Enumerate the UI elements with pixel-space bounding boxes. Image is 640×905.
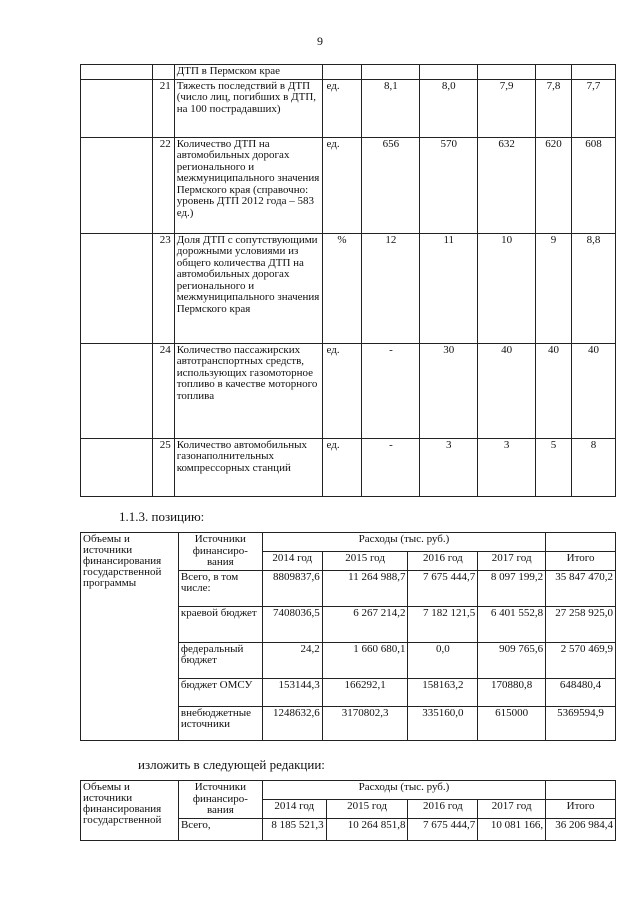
value: 1248632,6: [262, 706, 322, 740]
unit: ед.: [322, 438, 362, 496]
value: 153144,3: [262, 678, 322, 706]
value: 30: [420, 343, 478, 438]
sources-header: Источники финансиро-вания: [178, 781, 262, 819]
row-number: 25: [152, 438, 174, 496]
value: 40: [536, 343, 572, 438]
total-header: Итого: [546, 799, 616, 818]
table-row: [81, 438, 616, 496]
value: 7408036,5: [262, 606, 322, 642]
value: 10: [478, 233, 536, 343]
value: 10 081 166,: [478, 818, 546, 840]
financing-table-old: [80, 532, 616, 741]
indicator-name: Количество автомобильных газонаполнительных компрессорных станций: [174, 438, 322, 496]
value: 170880,8: [478, 678, 546, 706]
year-header: 2015 год: [326, 799, 408, 818]
table-row: [81, 233, 616, 343]
value: 8,8: [571, 233, 615, 343]
value: 6 267 214,2: [322, 606, 408, 642]
value: 7,7: [571, 79, 615, 137]
value: 615000: [478, 706, 546, 740]
source-label: федеральный бюджет: [178, 642, 262, 678]
value: 35 847 470,2: [546, 570, 616, 606]
section-label: Объемы и источники финансирования государственной: [81, 781, 179, 841]
indicator-name: Количество пассажирских автотранспортных средств, использующих газомоторное топливо в качестве моторного топлива: [174, 343, 322, 438]
table-row: [81, 137, 616, 233]
value: 9: [536, 233, 572, 343]
value: 656: [362, 137, 420, 233]
page-number: 9: [317, 34, 323, 48]
value: 10 264 851,8: [326, 818, 408, 840]
value: 27 258 925,0: [546, 606, 616, 642]
sources-header: Источники финансиро-вания: [178, 533, 262, 571]
section-heading: изложить в следующей редакции:: [138, 757, 325, 772]
value: 648480,4: [546, 678, 616, 706]
value: 11: [420, 233, 478, 343]
value: 8,0: [420, 79, 478, 137]
value: 7,8: [536, 79, 572, 137]
value: 620: [536, 137, 572, 233]
value: 2 570 469,9: [546, 642, 616, 678]
section-heading: 1.1.3. позицию:: [119, 509, 205, 524]
value: 3: [420, 438, 478, 496]
expenses-header: Расходы (тыс. руб.): [262, 781, 545, 800]
value: 7,9: [478, 79, 536, 137]
unit: %: [322, 233, 362, 343]
value: 5: [536, 438, 572, 496]
row-number: 21: [152, 79, 174, 137]
value: 8 097 199,2: [478, 570, 546, 606]
value: 1 660 680,1: [322, 642, 408, 678]
source-label: Всего,: [178, 818, 262, 840]
total-header: Итого: [546, 551, 616, 570]
value: 166292,1: [322, 678, 408, 706]
table-row: [81, 343, 616, 438]
value: 40: [571, 343, 615, 438]
year-header: 2015 год: [322, 551, 408, 570]
value: 8,1: [362, 79, 420, 137]
value: 5369594,9: [546, 706, 616, 740]
year-header: 2016 год: [408, 799, 478, 818]
indicator-name: Количество ДТП на автомобильных дорогах регионального и межмуниципального значения Пермского края (справочно: уровень ДТП 2012 года – 583 ед.): [174, 137, 322, 233]
value: 7 182 121,5: [408, 606, 478, 642]
row-number: 22: [152, 137, 174, 233]
year-header: 2014 год: [262, 551, 322, 570]
value: 40: [478, 343, 536, 438]
table-row: [81, 79, 616, 137]
table-row: [81, 781, 616, 800]
year-header: 2016 год: [408, 551, 478, 570]
indicator-name: Доля ДТП с сопутствующими дорожными условиями из общего количества ДТП на автомобильных дорогах регионального и межмуниципального значения Пермского края: [174, 233, 322, 343]
value: 608: [571, 137, 615, 233]
year-header: 2017 год: [478, 799, 546, 818]
value: 0,0: [408, 642, 478, 678]
value: 24,2: [262, 642, 322, 678]
continuation-text: ДТП в Пермском крае: [174, 65, 322, 80]
row-number: 23: [152, 233, 174, 343]
value: 7 675 444,7: [408, 570, 478, 606]
section-label: Объемы и источники финансирования государственной программы: [81, 533, 179, 741]
expenses-header: Расходы (тыс. руб.): [262, 533, 545, 552]
table-row: [81, 65, 616, 80]
value: 570: [420, 137, 478, 233]
value: 909 765,6: [478, 642, 546, 678]
year-header: 2017 год: [478, 551, 546, 570]
value: -: [362, 343, 420, 438]
source-label: внебюджетные источники: [178, 706, 262, 740]
unit: ед.: [322, 343, 362, 438]
year-header: 2014 год: [262, 799, 326, 818]
financing-table-new: [80, 780, 616, 841]
value: 6 401 552,8: [478, 606, 546, 642]
value: 7 675 444,7: [408, 818, 478, 840]
value: 11 264 988,7: [322, 570, 408, 606]
source-label: краевой бюджет: [178, 606, 262, 642]
value: 36 206 984,4: [546, 818, 616, 840]
indicator-name: Тяжесть последствий в ДТП (число лиц, погибших в ДТП, на 100 пострадавших): [174, 79, 322, 137]
value: 158163,2: [408, 678, 478, 706]
value: 3: [478, 438, 536, 496]
value: 632: [478, 137, 536, 233]
row-number: 24: [152, 343, 174, 438]
source-label: бюджет ОМСУ: [178, 678, 262, 706]
value: 8809837,6: [262, 570, 322, 606]
value: -: [362, 438, 420, 496]
value: 335160,0: [408, 706, 478, 740]
table-row: [81, 533, 616, 552]
value: 3170802,3: [322, 706, 408, 740]
indicators-table: [80, 64, 616, 497]
unit: ед.: [322, 137, 362, 233]
value: 8 185 521,3: [262, 818, 326, 840]
value: 12: [362, 233, 420, 343]
unit: ед.: [322, 79, 362, 137]
source-label: Всего, в том числе:: [178, 570, 262, 606]
value: 8: [571, 438, 615, 496]
